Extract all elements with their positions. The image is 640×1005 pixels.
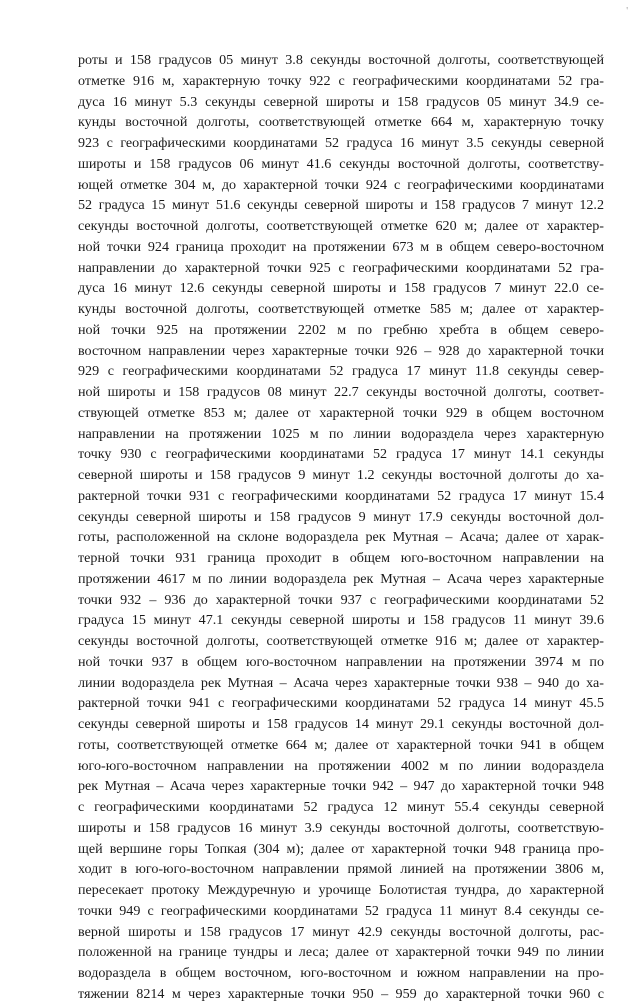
text-line: широты и 158 градусов 16 минут 3.9 секунды восточной долготы, соответствую- [78, 819, 604, 836]
text-line: роты и 158 градусов 05 минут 3.8 секунды восточной долготы, соответствующей [78, 52, 604, 68]
document-body-text [78, 50, 604, 1005]
text-line: верной широты и 158 градусов 17 минут 42.9 секунды восточной долготы, рас- [78, 923, 604, 940]
text-line: градуса 15 минут 47.1 секунды северной широты и 158 градусов 11 минут 39.6 [78, 612, 604, 629]
text-line: ствующей отметке 853 м; далее от характерной точки 929 в общем восточном [78, 404, 604, 421]
text-line: щей вершине горы Топкая (304 м); далее от характерной точки 948 граница про- [78, 840, 604, 857]
text-line: терной точки 931 граница проходит в общем юго-восточном направлении на [78, 550, 604, 566]
text-line: готы, соответствующей отметке 664 м; далее от характерной точки 941 в общем [78, 736, 604, 753]
text-line: ной точки 925 на протяжении 2202 м по гребню хребта в общем северо- [78, 321, 604, 338]
text-line: рек Мутная – Асача через характерные точки 942 – 947 до характерной точки 948 [78, 778, 604, 795]
text-line: тяжении 8214 м через характерные точки 950 – 959 до характерной точки 960 с [78, 985, 604, 1002]
corner-mark: ' [626, 6, 628, 17]
text-line: секунды северной широты и 158 градусов 14 минут 29.1 секунды восточной дол- [78, 716, 604, 732]
text-line: ной точки 937 в общем юго-восточном направлении на протяжении 3974 м по [78, 653, 604, 670]
text-line: дуса 16 минут 12.6 секунды северной широты и 158 градусов 7 минут 22.0 се- [78, 280, 604, 297]
text-line: готы, расположенной на склоне водораздела рек Мутная – Асача; далее от харак- [78, 529, 604, 546]
text-line: кунды восточной долготы, соответствующей отметке 585 м; далее от характер- [78, 301, 604, 317]
text-line: 52 градуса 15 минут 51.6 секунды северной широты и 158 градусов 7 минут 12.2 [78, 197, 604, 214]
text-line: 923 с географическими координатами 52 градуса 16 минут 3.5 секунды северной [78, 135, 604, 151]
text-line: точки 932 – 936 до характерной точки 937 с географическими координатами 52 [78, 591, 604, 608]
text-line: отметке 916 м, характерную точку 922 с географическими координатами 52 гра- [78, 72, 604, 89]
text-line: точки 949 с географическими координатами 52 градуса 11 минут 8.4 секунды се- [78, 902, 604, 919]
text-line: ной точки 924 граница проходит на протяжении 673 м в общем северо-восточном [78, 238, 604, 255]
text-line: с географическими координатами 52 градуса 12 минут 55.4 секунды северной [78, 799, 604, 815]
text-line: северной широты и 158 градусов 9 минут 1.2 секунды восточной долготы до ха- [78, 467, 604, 483]
text-line: точку 930 с географическими координатами 52 градуса 17 минут 14.1 секунды [78, 446, 604, 463]
text-line: пересекает протоку Междуречную и урочище Болотистая тундра, до характерной [78, 882, 604, 898]
text-line: рактерной точки 931 с географическими координатами 52 градуса 17 минут 15.4 [78, 487, 604, 504]
text-line: рактерной точки 941 с географическими координатами 52 градуса 14 минут 45.5 [78, 695, 604, 712]
text-line: ющей отметке 304 м, до характерной точки 924 с географическими координатами [78, 176, 604, 193]
text-line: направлении до характерной точки 925 с географическими координатами 52 гра- [78, 259, 604, 276]
text-line: секунды северной широты и 158 градусов 9 минут 17.9 секунды восточной дол- [78, 508, 604, 525]
text-line: ной широты и 158 градусов 08 минут 22.7 секунды восточной долготы, соответ- [78, 384, 604, 400]
text-line: кунды восточной долготы, соответствующей отметке 664 м, характерную точку [78, 114, 604, 131]
text-line: юго-юго-восточном направлении на протяжении 4002 м по линии водораздела [78, 757, 604, 774]
text-line: секунды восточной долготы, соответствующей отметке 916 м; далее от характер- [78, 633, 604, 649]
text-line: положенной на границе тундры и леса; далее от характерной точки 949 по линии [78, 944, 604, 961]
text-line: 929 с географическими координатами 52 градуса 17 минут 11.8 секунды север- [78, 363, 604, 380]
text-line: секунды восточной долготы, соответствующей отметке 620 м; далее от характер- [78, 218, 604, 234]
text-line: широты и 158 градусов 06 минут 41.6 секунды восточной долготы, соответству- [78, 155, 604, 172]
text-line: ходит в юго-юго-восточном направлении прямой линией на протяжении 3806 м, [78, 861, 604, 878]
text-line: восточном направлении через характерные точки 926 – 928 до характерной точки [78, 342, 604, 359]
text-line: водораздела в общем восточном, юго-восточном и южном направлении на про- [78, 965, 604, 981]
text-line: дуса 16 минут 5.3 секунды северной широты и 158 градусов 05 минут 34.9 се- [78, 93, 604, 110]
text-line: протяжении 4617 м по линии водораздела рек Мутная – Асача через характерные [78, 570, 604, 587]
text-line: линии водораздела рек Мутная – Асача через характерные точки 938 – 940 до ха- [78, 674, 604, 691]
text-line: направлении на протяжении 1025 м по линии водораздела через характерную [78, 425, 604, 442]
